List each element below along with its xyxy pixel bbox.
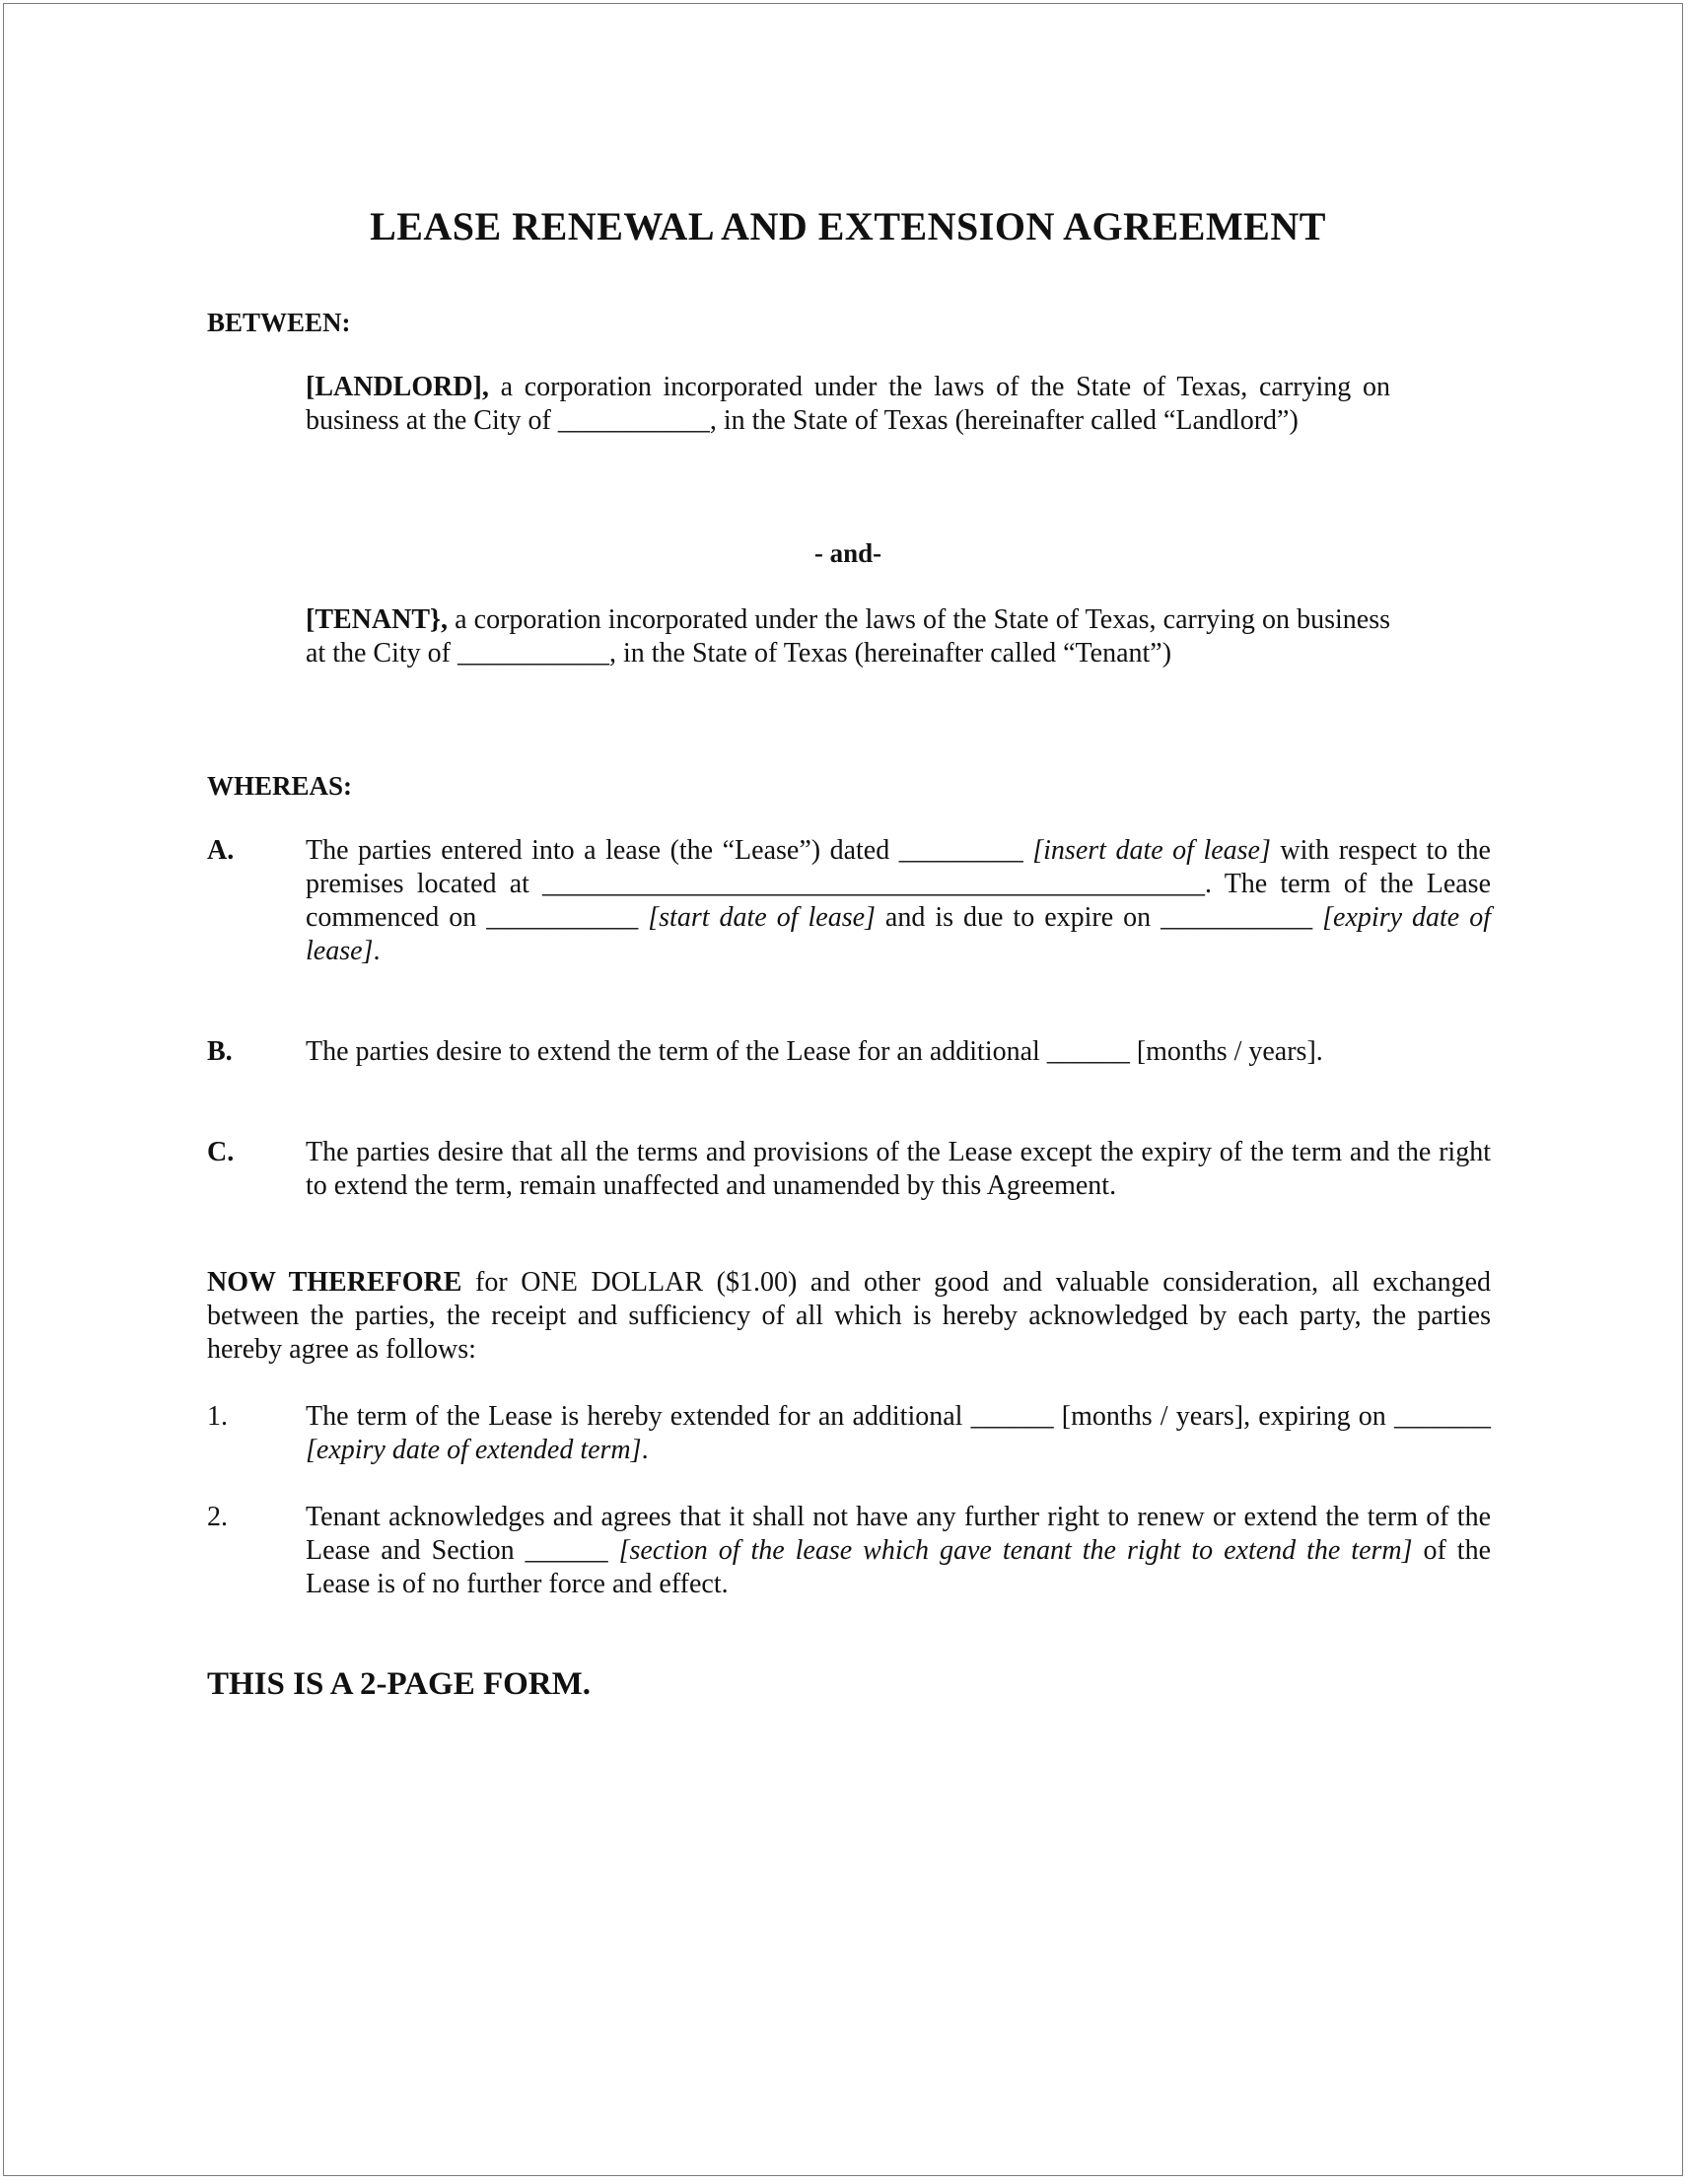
recital-a-part: . bbox=[373, 936, 381, 966]
clause-1-part: . bbox=[641, 1435, 649, 1465]
recital-a-note: [insert date of lease] bbox=[1032, 835, 1271, 866]
recital-c-marker: C. bbox=[207, 1137, 235, 1167]
landlord-name: [LANDLORD], bbox=[306, 372, 489, 402]
clause-2-part: of the Lease is of no further force and effect. bbox=[306, 1535, 1491, 1599]
recital-a-note: [start date of lease] bbox=[648, 902, 876, 933]
tenant-paragraph bbox=[306, 603, 1390, 670]
and-separator: - and- bbox=[813, 538, 882, 568]
whereas-label: WHEREAS: bbox=[207, 771, 353, 801]
clause-1-marker: 1. bbox=[207, 1401, 228, 1432]
recital-a-marker: A. bbox=[207, 835, 235, 866]
clause-1-note: [expiry date of extended term] bbox=[306, 1435, 642, 1465]
landlord-line3: (hereinafter called “Landlord”) bbox=[954, 405, 1299, 436]
recital-a-text bbox=[306, 834, 1491, 968]
document-page bbox=[3, 3, 1683, 2176]
recital-b-marker: B. bbox=[207, 1036, 233, 1067]
tenant-line2: carrying on business at the City of ___________, in the State of Texas bbox=[306, 604, 1391, 669]
recital-b-text: The parties desire to extend the term of the Lease for an additional ______ [months / years]. bbox=[306, 1036, 1323, 1067]
now-therefore-text: for ONE DOLLAR ($1.00) and other good and valuable consideration, all exchanged between the parties, the receipt and sufficiency of all which is hereby acknowledged by each party, the parties hereby agree as follows: bbox=[207, 1267, 1492, 1365]
clause-1-text bbox=[306, 1400, 1491, 1467]
landlord-line2: carrying on business at the City of ___________, in the State of Texas bbox=[306, 372, 1390, 436]
form-length-notice: THIS IS A 2-PAGE FORM. bbox=[207, 1666, 592, 1702]
now-therefore-bold: NOW THEREFORE bbox=[207, 1267, 462, 1298]
clause-2-text bbox=[306, 1501, 1491, 1601]
tenant-name: [TENANT}, bbox=[306, 604, 449, 635]
between-label: BETWEEN: bbox=[207, 308, 351, 337]
clause-2-marker: 2. bbox=[207, 1502, 228, 1532]
recital-a-part: and is due to expire on ___________ bbox=[875, 902, 1323, 933]
clause-1-part: The term of the Lease is hereby extended for an additional ______ [months / years], expiring on _______ bbox=[306, 1401, 1491, 1432]
tenant-line3: (hereinafter called “Tenant”) bbox=[854, 638, 1172, 669]
now-therefore-paragraph bbox=[207, 1266, 1491, 1367]
clause-2-note: [section of the lease which gave tenant the right to extend the term] bbox=[618, 1535, 1413, 1566]
document-title: LEASE RENEWAL AND EXTENSION AGREEMENT bbox=[370, 204, 1326, 248]
recital-a-note: [expiry date of lease] bbox=[306, 902, 1491, 966]
clause-2-part: Tenant acknowledges and agrees that it shall not have any further right to renew or extend the term of the Lease and Section ______ bbox=[306, 1502, 1491, 1566]
tenant-line1: a corporation incorporated under the laws of the State of Texas, bbox=[455, 604, 1157, 635]
recital-a-part: with respect to the premises located at ________________________________________________. The term of the Lease commenced on ___________ bbox=[306, 835, 1491, 933]
landlord-paragraph bbox=[306, 371, 1390, 438]
landlord-line1: a corporation incorporated under the laws of the State of Texas, bbox=[500, 372, 1248, 402]
recital-c-text: The parties desire that all the terms and provisions of the Lease except the expiry of the term and the right to extend the term, remain unaffected and unamended by this Agreement. bbox=[306, 1137, 1491, 1201]
recital-a-part: The parties entered into a lease (the “Lease”) dated _________ bbox=[306, 835, 1033, 866]
